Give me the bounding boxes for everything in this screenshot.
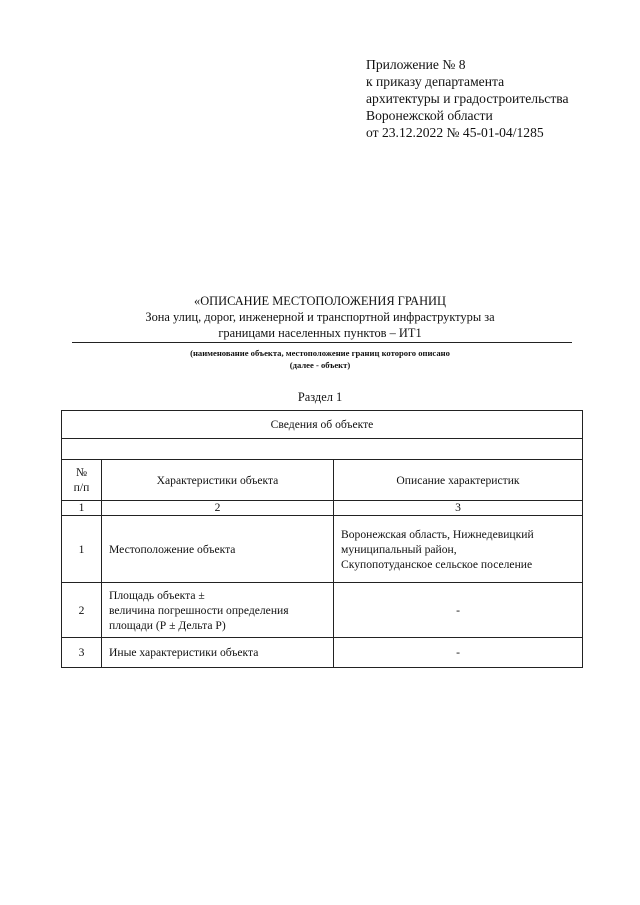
annex-header — [366, 56, 569, 141]
object-name-note-line2: (далее - объект) — [289, 360, 351, 370]
table-caption-row — [62, 411, 583, 439]
column-number: 3 — [334, 501, 583, 516]
column-number: 1 — [62, 501, 102, 516]
annex-line: Воронежской области — [366, 108, 493, 123]
table-caption: Сведения об объекте — [62, 411, 583, 439]
table-row — [62, 583, 583, 638]
column-number: 2 — [102, 501, 334, 516]
annex-line: к приказу департамента — [366, 74, 505, 89]
table-empty-cell — [62, 439, 583, 460]
annex-line: Приложение № 8 — [366, 57, 466, 72]
object-name-line2: границами населенных пунктов – ИТ1 — [218, 326, 422, 340]
header-characteristic: Характеристики объекта — [102, 460, 334, 501]
row-characteristic: Иные характеристики объекта — [102, 638, 334, 668]
object-name-line1: Зона улиц, дорог, инженерной и транспортной инфраструктуры за — [145, 310, 495, 324]
table-empty-row — [62, 439, 583, 460]
row-num: 1 — [62, 516, 102, 583]
table-header-row — [62, 460, 583, 501]
title-underline — [72, 342, 572, 343]
table-row — [62, 516, 583, 583]
header-num: № п/п — [62, 460, 102, 501]
row-characteristic: Местоположение объекта — [102, 516, 334, 583]
document-title-block — [62, 293, 578, 371]
annex-line: от 23.12.2022 № 45-01-04/1285 — [366, 125, 544, 140]
section-heading: Раздел 1 — [297, 390, 343, 404]
row-num: 2 — [62, 583, 102, 638]
annex-line: архитектуры и градостроительства — [366, 91, 569, 106]
table-column-numbers-row — [62, 501, 583, 516]
row-num: 3 — [62, 638, 102, 668]
row-description: - — [334, 583, 583, 638]
object-name-note-line1: (наименование объекта, местоположение границ которого описано — [190, 348, 450, 358]
header-description: Описание характеристик — [334, 460, 583, 501]
row-description: Воронежская область, Нижнедевицкий муниципальный район, Скупопотуданское сельское поселение — [334, 516, 583, 583]
row-description: - — [334, 638, 583, 668]
document-title: «ОПИСАНИЕ МЕСТОПОЛОЖЕНИЯ ГРАНИЦ — [194, 294, 446, 308]
row-characteristic: Площадь объекта ± величина погрешности определения площади (Р ± Дельта Р) — [102, 583, 334, 638]
table-row — [62, 638, 583, 668]
object-info-table — [61, 410, 583, 668]
